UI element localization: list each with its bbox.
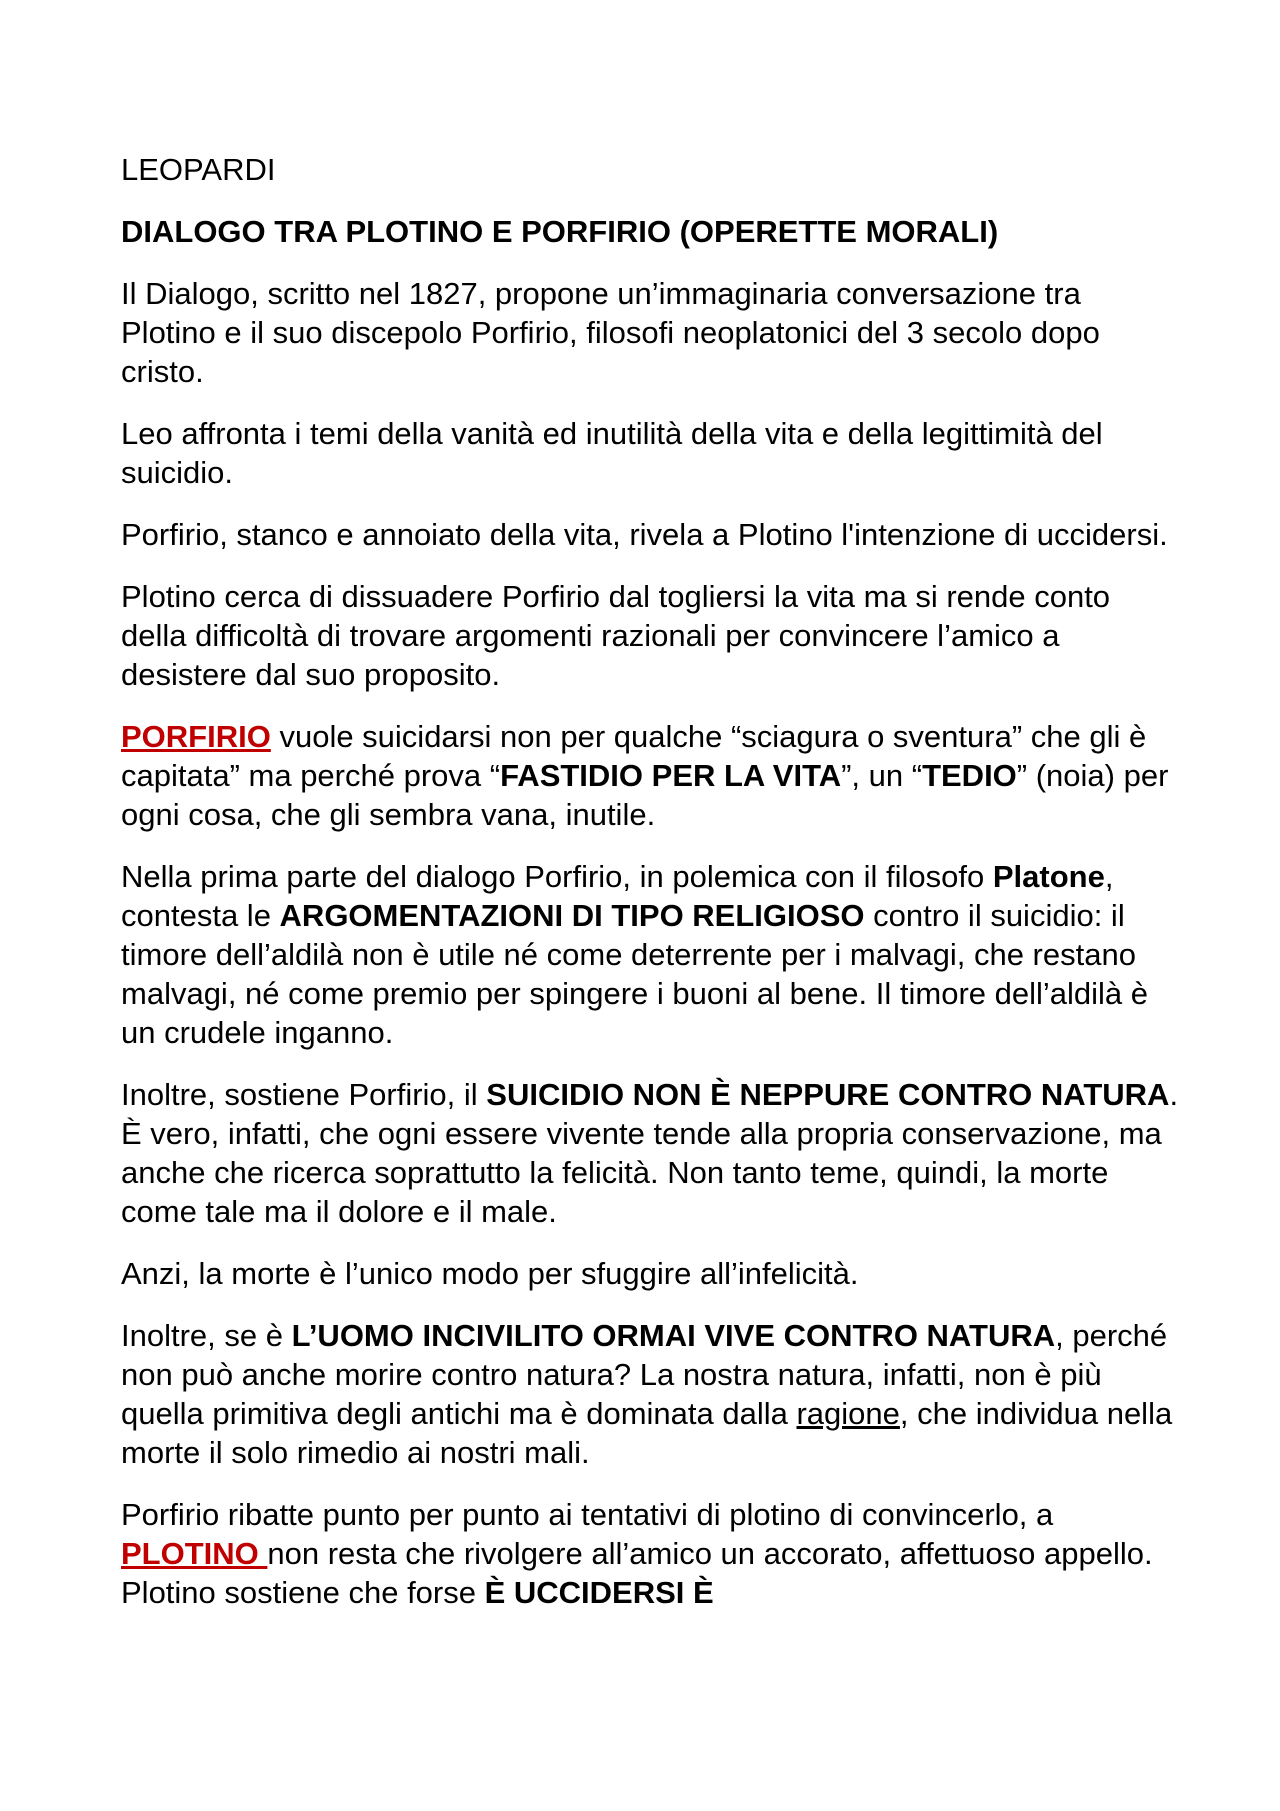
p6-text-1: Nella prima parte del dialogo Porfirio, in polemica con il filosofo — [121, 859, 993, 894]
author-heading — [121, 150, 1181, 189]
p9-bold-1: L’UOMO INCIVILITO ORMAI VIVE CONTRO NATURA — [291, 1318, 1056, 1353]
p6-text-3: contro il suicidio: il timore dell’aldilà non è utile né come deterrente per i malvagi, che restano malvagi, né come premio per spingere i buoni al bene. Il timore dell’aldilà è un crudele inganno. — [121, 898, 1148, 1050]
p10-text-2: non resta che rivolgere all’amico un accorato, affettuoso appello. Plotino sostiene che forse — [121, 1536, 1153, 1610]
paragraph-plotino-appeal — [121, 1495, 1181, 1612]
p5-bold-2: TEDIO — [922, 758, 1017, 793]
p5-text-3: ” (noia) per ogni cosa, che gli sembra vana, inutile. — [121, 758, 1169, 832]
paragraph-porfirio-intent: Porfirio, stanco e annoiato della vita, rivela a Plotino l'intenzione di uccidersi. — [121, 517, 1168, 552]
p9-underline-1: ragione — [796, 1396, 900, 1431]
title-text: DIALOGO TRA PLOTINO E PORFIRIO (OPERETTE MORALI) — [121, 214, 999, 249]
p6-bold-2: ARGOMENTAZIONI DI TIPO RELIGIOSO — [279, 898, 865, 933]
p5-text-1: vuole suicidarsi non per qualche “sciagura o sventura” che gli è capitata” ma perché prova “ — [121, 719, 1147, 793]
p7-text-2: . È vero, infatti, che ogni essere vivente tende alla propria conservazione, ma anche che ricerca soprattutto la felicità. Non tanto teme, quindi, la morte come tale ma il dolore e il male. — [121, 1077, 1179, 1229]
p7-text-1: Inoltre, sostiene Porfirio, il — [121, 1077, 487, 1112]
p10-bold-1: È UCCIDERSI È — [484, 1575, 714, 1610]
p7-bold-1: SUICIDIO NON È NEPPURE CONTRO NATURA — [486, 1077, 1170, 1112]
porfirio-name: PORFIRIO — [121, 719, 271, 754]
p6-bold-1: Platone — [992, 859, 1105, 894]
document-title — [121, 212, 1181, 251]
paragraph-death-escape: Anzi, la morte è l’unico modo per sfuggire all’infelicità. — [121, 1256, 859, 1291]
paragraph-uncivilized-man — [121, 1316, 1181, 1472]
paragraph-intro: Il Dialogo, scritto nel 1827, propone un’immaginaria conversazione tra Plotino e il suo discepolo Porfirio, filosofi neoplatonici del 3 secolo dopo cristo. — [121, 276, 1100, 389]
paragraph-porfirio-tedio — [121, 717, 1181, 834]
p5-text-2: ”, un “ — [841, 758, 923, 793]
p9-text-3: , che individua nella morte il solo rimedio ai nostri mali. — [121, 1396, 1173, 1470]
paragraph-plotino-dissuade: Plotino cerca di dissuadere Porfirio dal togliersi la vita ma si rende conto della difficoltà di trovare argomenti razionali per convincere l’amico a desistere dal suo proposito. — [121, 579, 1111, 692]
paragraph-themes: Leo affronta i temi della vanità ed inutilità della vita e della legittimità del suicidio. — [121, 416, 1103, 490]
p9-text-1: Inoltre, se è — [121, 1318, 292, 1353]
plotino-name: PLOTINO — [121, 1536, 268, 1571]
paragraph-religious-arguments — [121, 857, 1181, 1052]
p9-text-2: , perché non può anche morire contro natura? La nostra natura, infatti, non è più quella primitiva degli antichi ma è dominata dalla — [121, 1318, 1168, 1431]
p10-text-1: Porfirio ribatte punto per punto ai tentativi di plotino di convincerlo, a — [121, 1497, 1054, 1532]
paragraph-not-against-nature — [121, 1075, 1181, 1231]
p6-text-2: , contesta le — [121, 859, 1114, 933]
p5-bold-1: FASTIDIO PER LA VITA — [500, 758, 842, 793]
author-text: LEOPARDI — [121, 152, 276, 187]
